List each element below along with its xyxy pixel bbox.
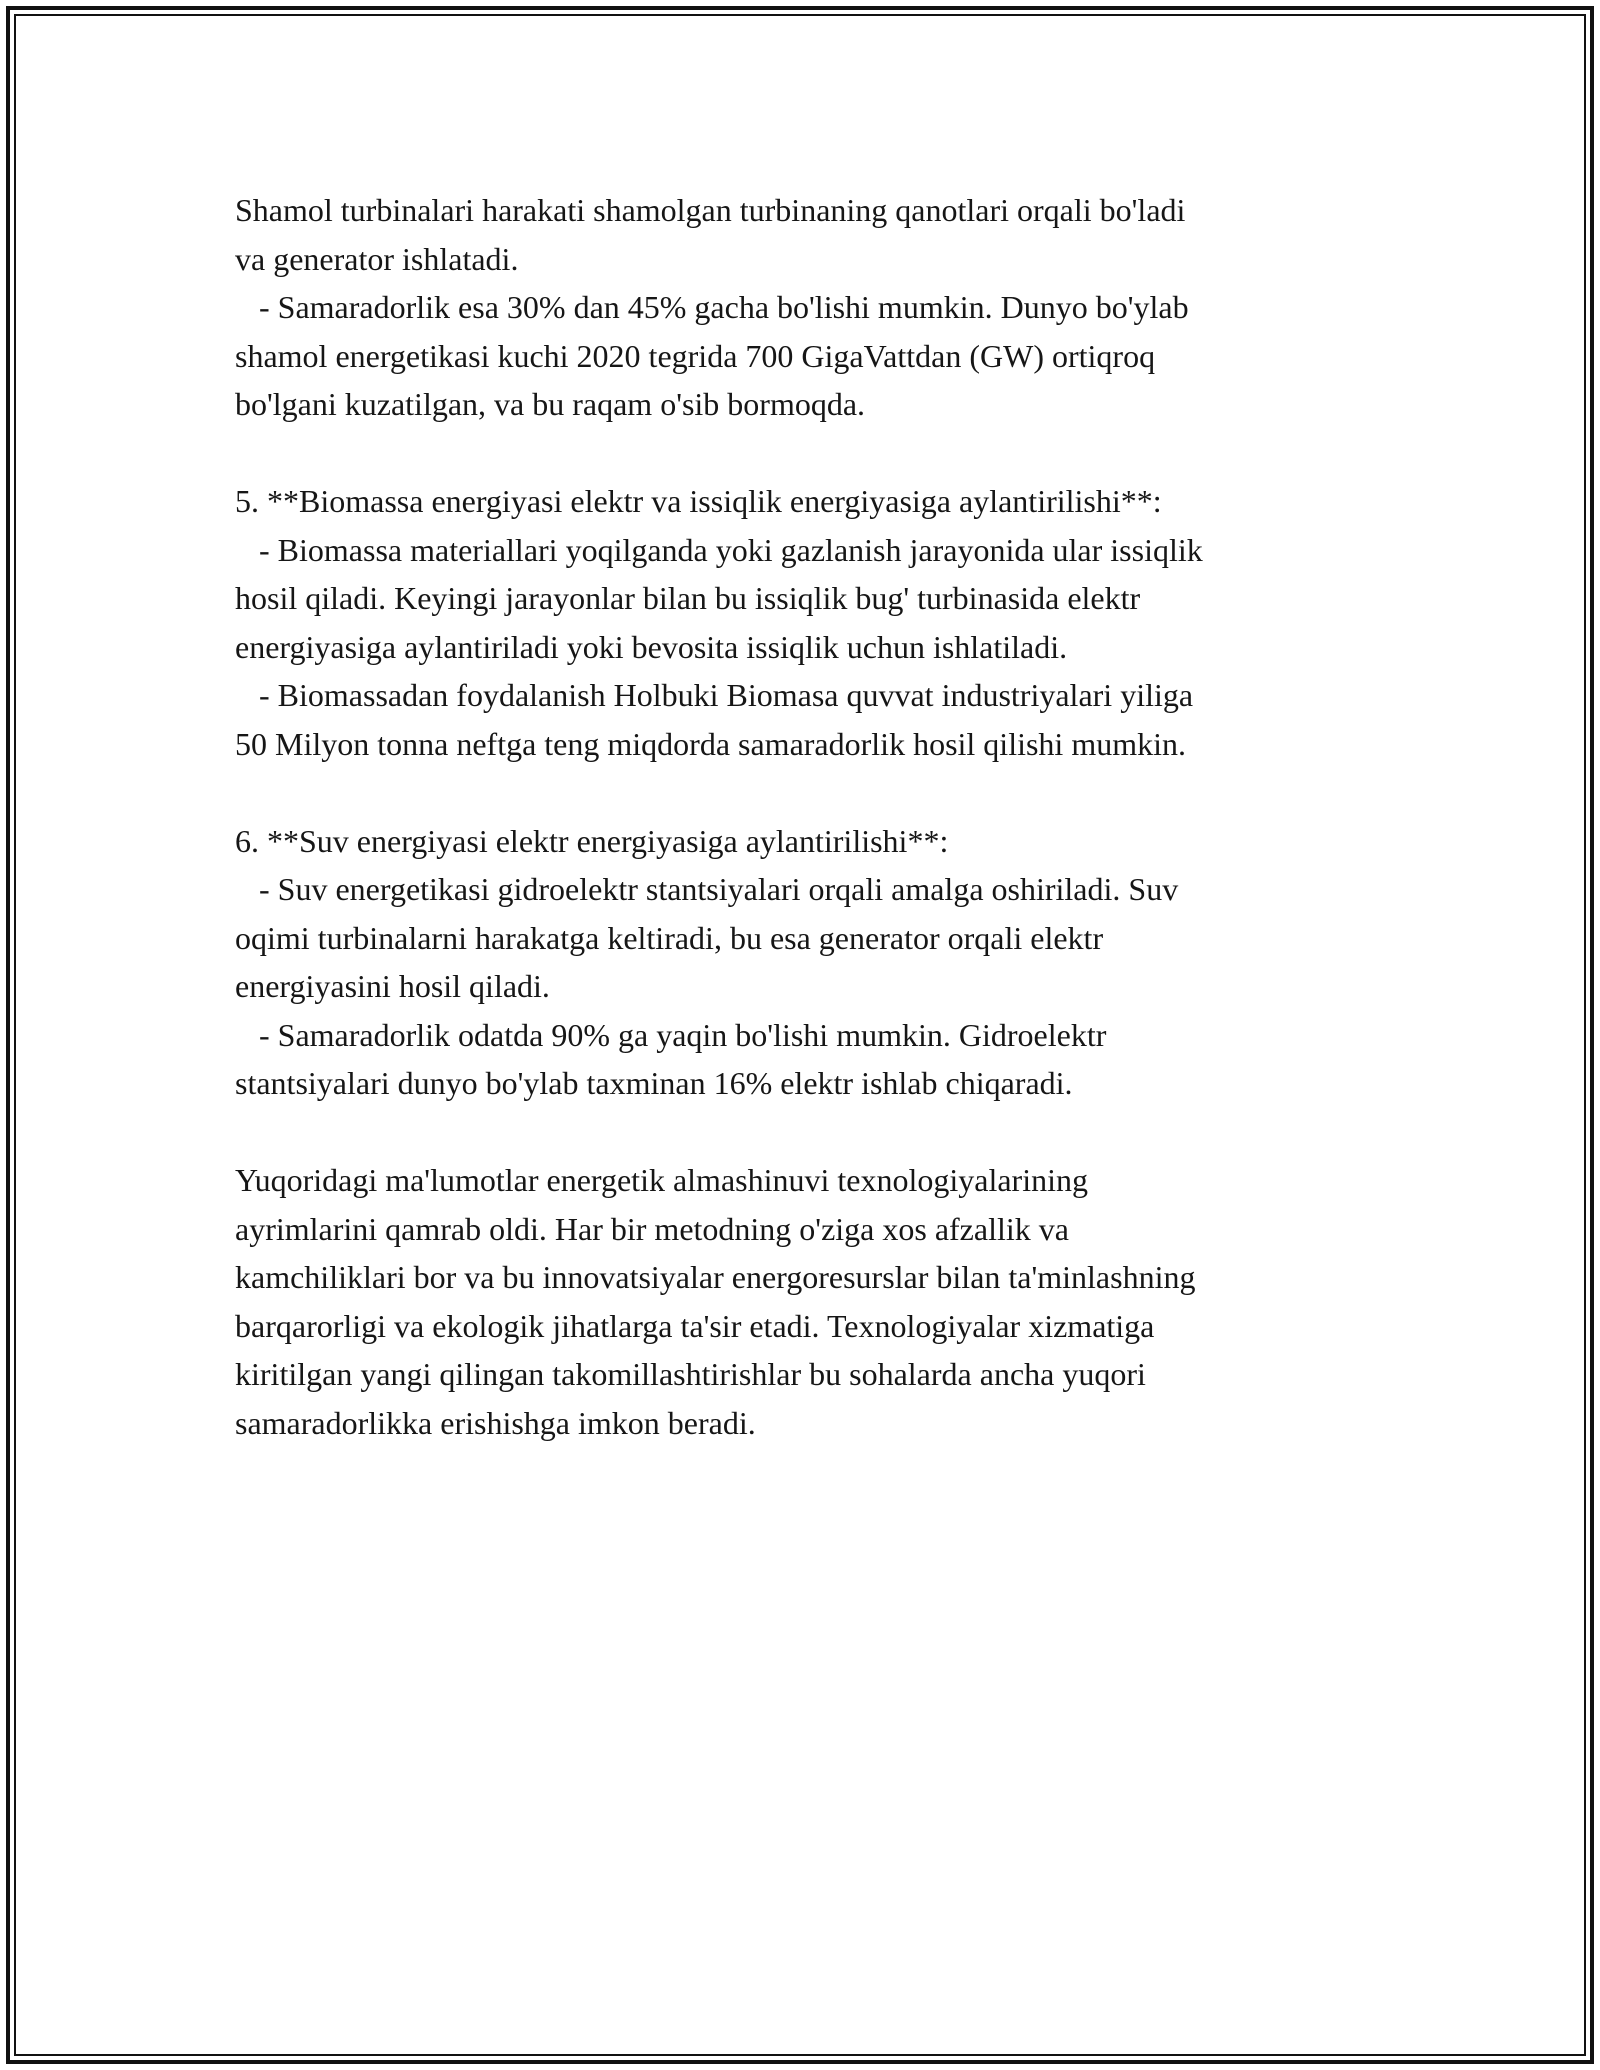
text-line: Yuqoridagi ma'lumotlar energetik almashinuvi texnologiyalarining — [235, 1162, 1088, 1198]
text-line: energiyasiga aylantiriladi yoki bevosita issiqlik uchun ishlatiladi. — [235, 628, 1068, 665]
text-line: - Samaradorlik esa 30% dan 45% gacha bo'lishi mumkin. Dunyo bo'ylab — [235, 289, 1189, 325]
text-line: energiyasini hosil qiladi. — [235, 968, 550, 1004]
text-line: - Biomassadan foydalanish Holbuki Biomasa quvvat industriyalari yiliga — [235, 677, 1194, 713]
text-line: - Biomassa materiallari yoqilganda yoki gazlanish jarayonida ular issiqlik — [235, 531, 1203, 568]
text-line: hosil qiladi. Keyingi jarayonlar bilan bu issiqlik bug' turbinasida elektr — [235, 580, 1141, 616]
document-body — [235, 186, 1375, 1447]
text-line: kamchiliklari bor va bu innovatsiyalar energoresurslar bilan ta'minlashning — [235, 1259, 1196, 1295]
text-line: barqarorligi va ekologik jihatlarga ta'sir etadi. Texnologiyalar xizmatiga — [235, 1307, 1155, 1344]
text-line: Shamol turbinalari harakati shamolgan turbinaning qanotlari orqali bo'ladi — [235, 192, 1186, 228]
text-line: va generator ishlatadi. — [235, 240, 519, 277]
water-section — [235, 817, 1375, 1108]
text-line: bo'lgani kuzatilgan, va bu raqam o'sib bormoqda. — [235, 386, 866, 422]
text-line: samaradorlikka erishishga imkon beradi. — [235, 1404, 756, 1441]
text-line: - Suv energetikasi gidroelektr stantsiyalari orqali amalga oshiriladi. Suv — [235, 871, 1179, 907]
conclusion-paragraph — [235, 1156, 1375, 1447]
text-line: kiritilgan yangi qilingan takomillashtirishlar bu sohalarda ancha yuqori — [235, 1356, 1146, 1392]
text-line: 50 Milyon tonna neftga teng miqdorda samaradorlik hosil qilishi mumkin. — [235, 725, 1186, 762]
text-line: ayrimlarini qamrab oldi. Har bir metodning o'ziga xos afzallik va — [235, 1210, 1069, 1247]
text-line: oqimi turbinalarni harakatga keltiradi, bu esa generator orqali elektr — [235, 919, 1104, 956]
paragraph-spacer — [235, 429, 1375, 478]
text-line: shamol energetikasi kuchi 2020 tegrida 700 GigaVattdan (GW) ortiqroq — [235, 337, 1156, 374]
text-line: stantsiyalari dunyo bo'ylab taxminan 16% elektr ishlab chiqaradi. — [235, 1065, 1073, 1101]
paragraph-spacer — [235, 768, 1375, 817]
section-heading: 5. **Biomassa energiyasi elektr va issiqlik energiyasiga aylantirilishi**: — [235, 483, 1162, 519]
wind-intro-paragraph — [235, 186, 1375, 429]
text-line: - Samaradorlik odatda 90% ga yaqin bo'lishi mumkin. Gidroelektr — [235, 1016, 1107, 1053]
section-heading: 6. **Suv energiyasi elektr energiyasiga aylantirilishi**: — [235, 822, 949, 859]
biomass-section — [235, 477, 1375, 768]
paragraph-spacer — [235, 1108, 1375, 1157]
